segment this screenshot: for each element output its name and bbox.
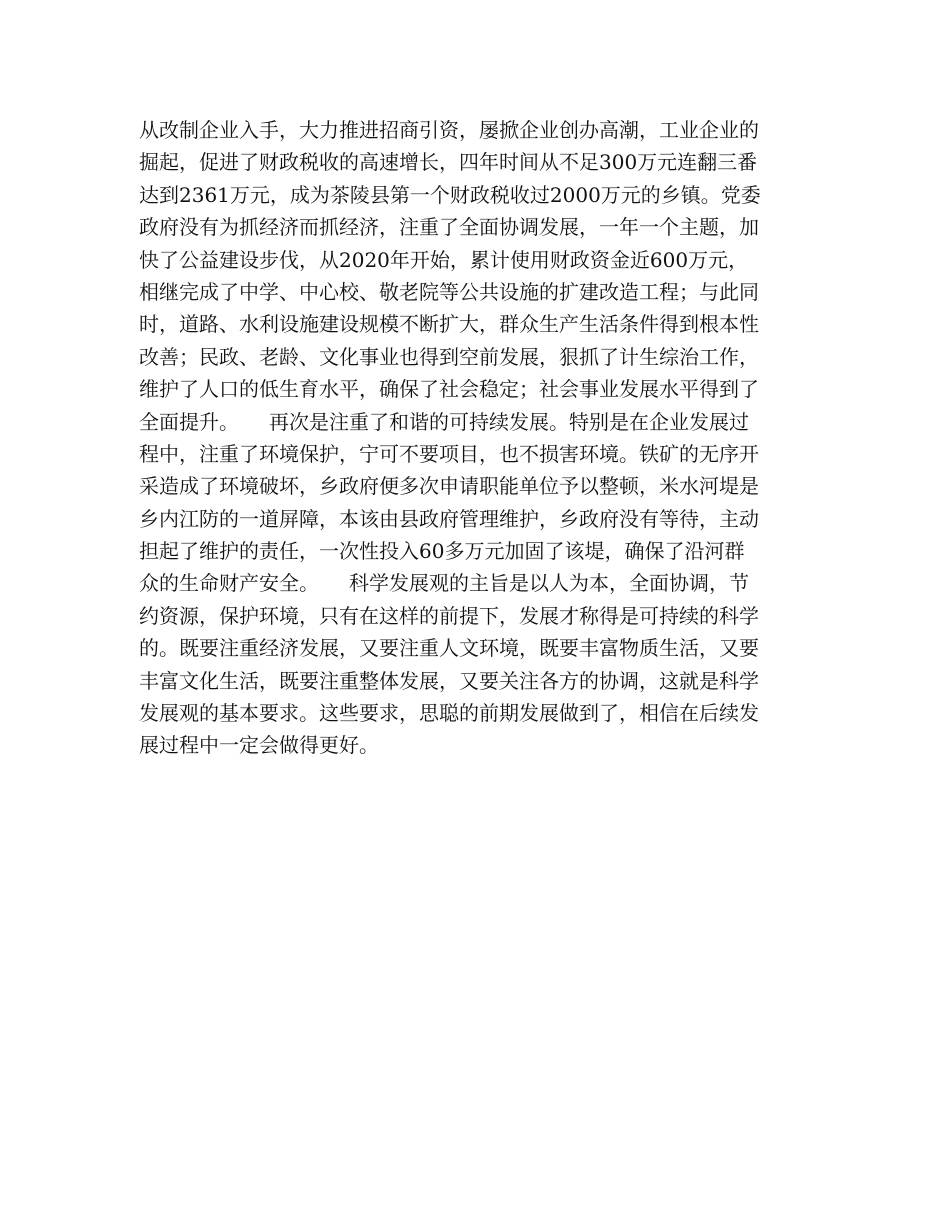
text-line: 全面提升。 再次是注重了和谐的可持续发展。特别是在企业发展过 bbox=[139, 409, 749, 434]
text-line: 担起了维护的责任，一次性投入60多万元加固了该堤，确保了沿河群 bbox=[139, 539, 745, 564]
text-line: 改善；民政、老龄、文化事业也得到空前发展，狠抓了计生综治工作， bbox=[139, 344, 759, 369]
text-line: 维护了人口的低生育水平，确保了社会稳定；社会事业发展水平得到了 bbox=[139, 377, 759, 402]
text-line: 相继完成了中学、中心校、敬老院等公共设施的扩建改造工程；与此同 bbox=[139, 279, 759, 304]
text-line: 约资源，保护环境，只有在这样的前提下，发展才称得是可持续的科学 bbox=[139, 603, 759, 628]
text-line: 乡内江防的一道屏障，本该由县政府管理维护，乡政府没有等待，主动 bbox=[139, 506, 759, 531]
text-line: 发展观的基本要求。这些要求，思聪的前期发展做到了，相信在后续发 bbox=[139, 701, 759, 726]
text-line: 程中，注重了环境保护，宁可不要项目，也不损害环境。铁矿的无序开 bbox=[139, 441, 759, 466]
text-line: 政府没有为抓经济而抓经济，注重了全面协调发展，一年一个主题，加 bbox=[139, 215, 759, 240]
text-line: 展过程中一定会做得更好。 bbox=[139, 733, 379, 758]
text-line: 众的生命财产安全。 科学发展观的主旨是以人为本，全面协调，节 bbox=[139, 571, 749, 596]
text-line: 掘起，促进了财政税收的高速增长，四年时间从不足300万元连翻三番 bbox=[139, 150, 758, 175]
text-line: 时，道路、水利设施建设规模不断扩大，群众生产生活条件得到根本性 bbox=[139, 312, 759, 337]
text-line: 采造成了环境破坏，乡政府便多次申请职能单位予以整顿，米水河堤是 bbox=[139, 474, 759, 499]
text-line: 的。既要注重经济发展，又要注重人文环境，既要丰富物质生活，又要 bbox=[139, 636, 759, 661]
text-line: 快了公益建设步伐，从2020年开始，累计使用财政资金近600万元， bbox=[139, 247, 749, 272]
text-line: 丰富文化生活，既要注重整体发展，又要关注各方的协调，这就是科学 bbox=[139, 668, 759, 693]
text-line: 从改制企业入手，大力推进招商引资，屡掀企业创办高潮，工业企业的 bbox=[139, 118, 759, 142]
body-paragraph bbox=[139, 114, 819, 762]
text-line: 达到2361万元，成为茶陵县第一个财政税收过2000万元的乡镇。党委 bbox=[139, 182, 761, 207]
